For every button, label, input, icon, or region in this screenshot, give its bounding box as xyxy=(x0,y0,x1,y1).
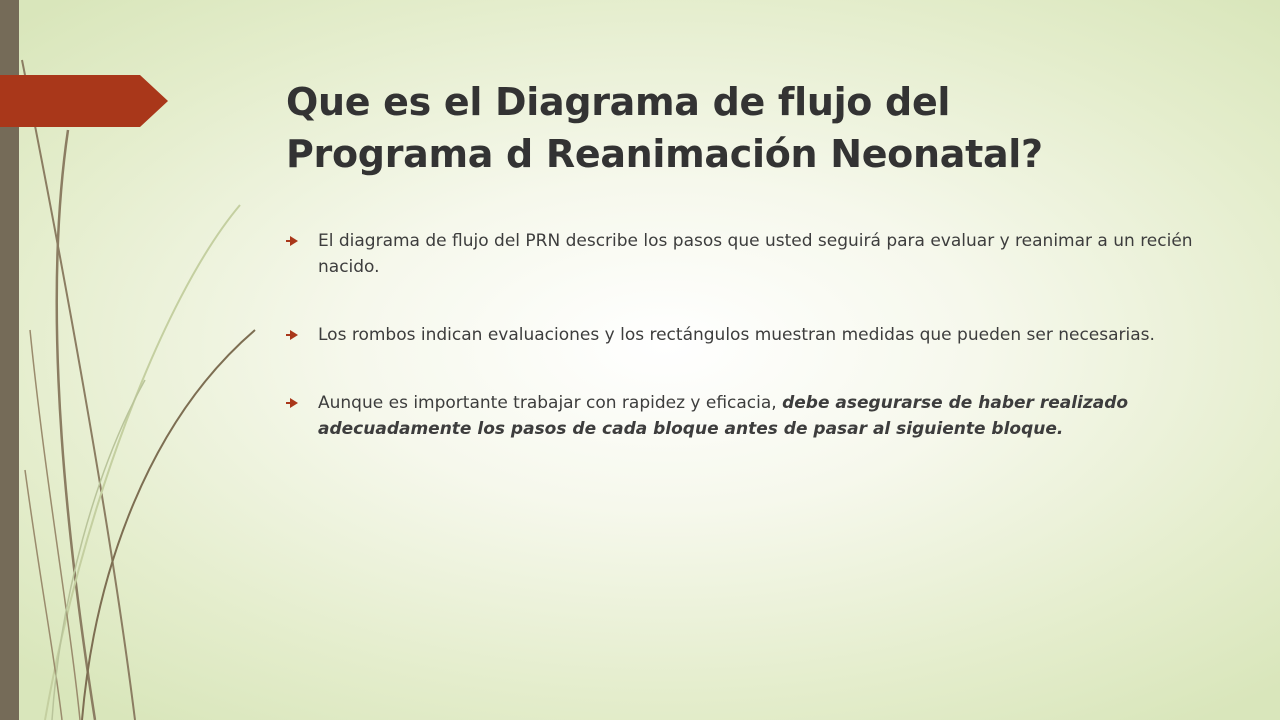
slide-title-line-1: Que es el Diagrama de flujo del xyxy=(286,80,951,124)
title-accent-arrow xyxy=(0,75,168,127)
bullet-item-shapes-meaning xyxy=(290,322,1210,348)
bullet-text: Aunque es importante trabajar con rapidez y eficacia, xyxy=(318,393,783,413)
slide-title xyxy=(286,76,1186,180)
bullet-item-speed-and-efficacy xyxy=(290,390,1210,442)
bullet-text: El diagrama de flujo del PRN describe los pasos que usted seguirá para evaluar y reanimar a un recién nacido. xyxy=(318,231,1193,277)
bullet-text: Los rombos indican evaluaciones y los rectángulos muestran medidas que pueden ser necesarias. xyxy=(318,325,1155,345)
arrow-bullet-icon xyxy=(290,330,298,340)
bullet-emphasis-text: debe asegurarse de haber realizado adecuadamente los pasos de cada bloque antes de pasar al siguiente bloque. xyxy=(318,393,1129,439)
bullet-list xyxy=(290,228,1210,442)
slide-title-line-2: Programa d Reanimación Neonatal? xyxy=(286,132,1043,176)
bullet-item-flowchart-description xyxy=(290,228,1210,280)
arrow-bullet-icon xyxy=(290,236,298,246)
arrow-bullet-icon xyxy=(290,398,298,408)
